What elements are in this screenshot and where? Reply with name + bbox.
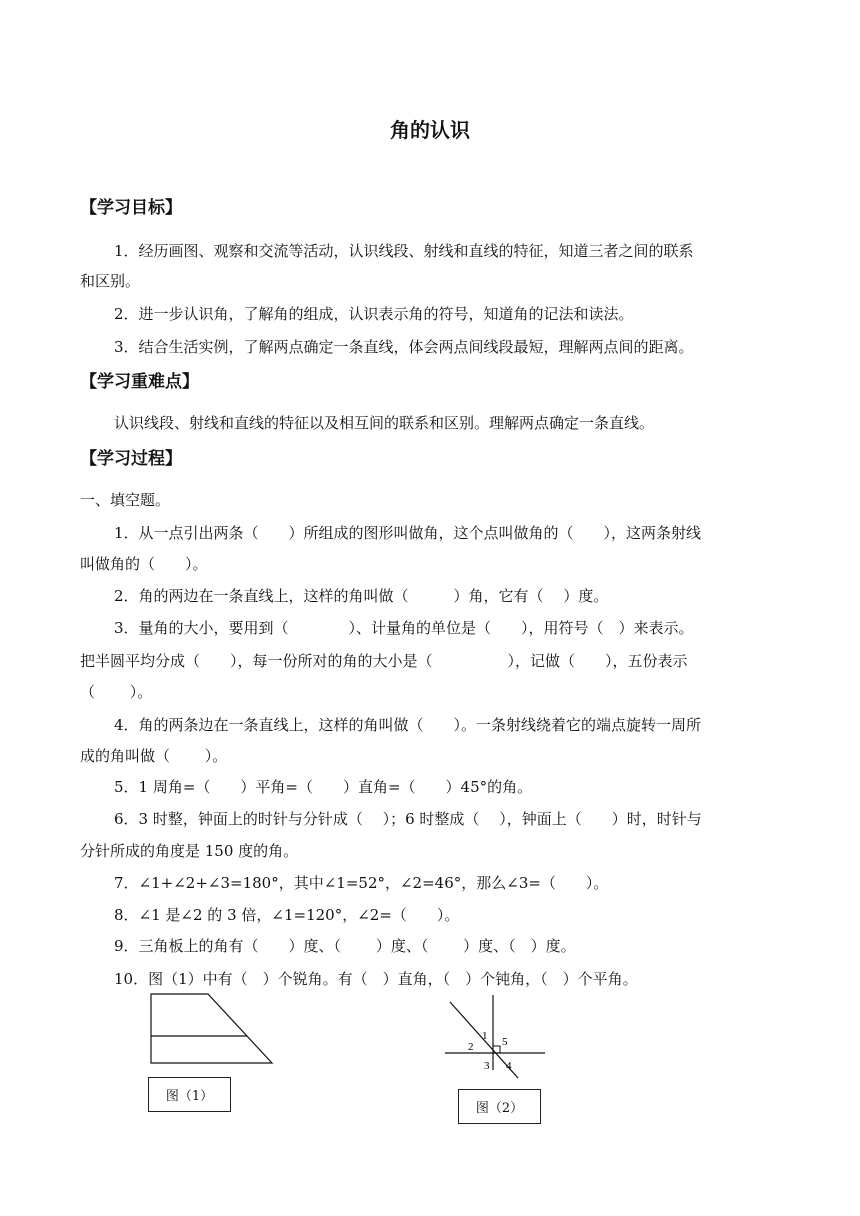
question-3-line-2: 把半圆平均分成（ ），每一份所对的角的大小是（ ），记做（ ），五份表示 [80, 652, 688, 670]
figure-1-caption [148, 1077, 231, 1112]
figure-2-label-4: 4 [506, 1060, 512, 1072]
figure-1-caption-text: 图（1） [165, 1089, 214, 1104]
question-4-line-1: 4．角的两条边在一条直线上，这样的角叫做（ ）。一条射线绕着它的端点旋转一周所 [114, 716, 702, 734]
key-points-text: 认识线段、射线和直线的特征以及相互间的联系和区别。理解两点确定一条直线。 [114, 414, 655, 432]
objective-1-line-1: 1．经历画图、观察和交流等活动，认识线段、射线和直线的特征，知道三者之间的联系 [114, 242, 694, 260]
objective-3: 3．结合生活实例，了解两点确定一条直线，体会两点间线段最短，理解两点间的距离。 [114, 338, 694, 356]
question-1-line-2: 叫做角的（ ）。 [80, 555, 208, 573]
objective-2: 2．进一步认识角，了解角的组成，认识表示角的符号，知道角的记法和读法。 [114, 305, 634, 323]
question-1-line-1: 1．从一点引出两条（ ）所组成的图形叫做角，这个点叫做角的（ ），这两条射线 [114, 524, 702, 542]
part-one-heading: 一、填空题。 [80, 491, 171, 509]
question-7: 7．∠1+∠2+∠3=180°，其中∠1=52°，∠2=46°，那么∠3=（ ）。 [114, 874, 609, 892]
figure-2-caption [458, 1089, 541, 1124]
question-10: 10．图（1）中有（ ）个锐角。有（ ）直角，（ ）个钝角，（ ）个平角。 [114, 970, 638, 988]
question-2: 2．角的两边在一条直线上，这样的角叫做（ ）角，它有（ ）度。 [114, 587, 609, 605]
question-8: 8．∠1 是∠2 的 3 倍，∠1=120°，∠2=（ ）。 [114, 906, 460, 924]
figure-1-trapezoid [150, 993, 275, 1068]
question-4-line-2: 成的角叫做（ ）。 [80, 747, 228, 765]
section-heading-process: 【学习过程】 [80, 449, 182, 469]
page-title: 角的认识 [390, 118, 470, 142]
question-3-line-1: 3．量角的大小，要用到（ ）、计量角的单位是（ ），用符号（ ）来表示。 [114, 619, 694, 637]
question-3-line-3: （ ）。 [80, 683, 153, 701]
section-heading-key-points: 【学习重难点】 [80, 372, 199, 392]
objective-1-line-2: 和区别。 [80, 272, 141, 290]
figure-2-label-3: 3 [484, 1060, 490, 1072]
figure-2-caption-text: 图（2） [475, 1101, 524, 1116]
figure-2-label-2: 2 [468, 1041, 474, 1053]
figure-2-label-5: 5 [502, 1036, 508, 1048]
question-6-line-1: 6．3 时整，钟面上的时针与分针成（ ）；6 时整成（ ），钟面上（ ）时，时针与 [114, 810, 702, 828]
question-6-line-2: 分针所成的角度是 150 度的角。 [80, 842, 299, 860]
question-5: 5．1 周角=（ ）平角=（ ）直角=（ ）45°的角。 [114, 778, 533, 796]
figure-2-label-1: 1 [482, 1030, 488, 1042]
question-9: 9．三角板上的角有（ ）度、（ ）度、（ ）度、（ ）度。 [114, 937, 576, 955]
section-heading-objectives: 【学习目标】 [80, 198, 182, 218]
figure-2-intersecting-lines [440, 990, 550, 1080]
